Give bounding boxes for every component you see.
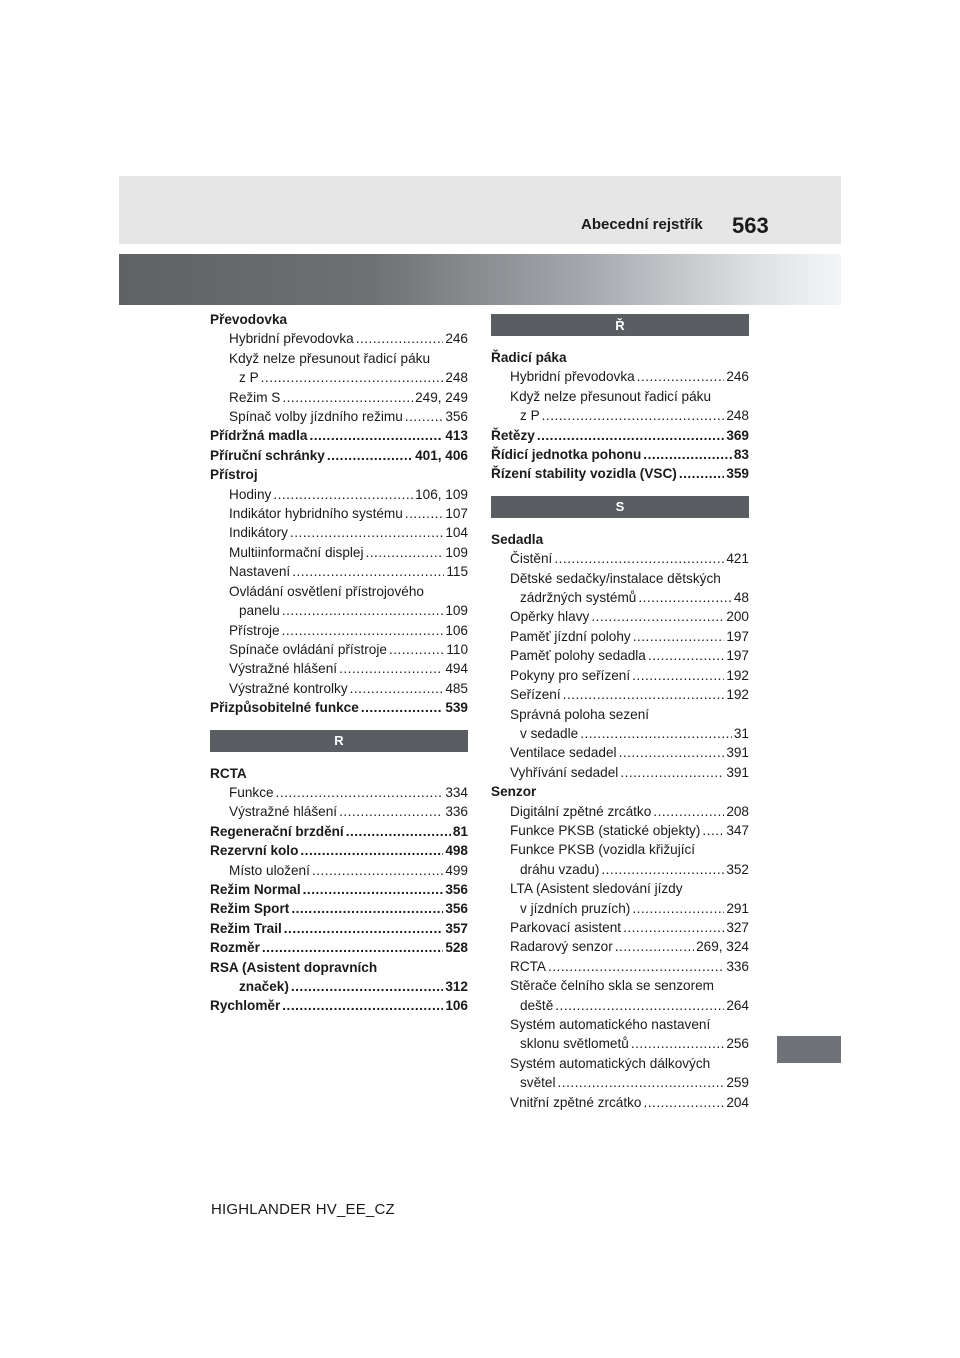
index-subentry: [210, 640, 468, 659]
entry-label: Výstražné hlášení: [229, 804, 338, 820]
header-title: Abecední rejstřík: [581, 216, 703, 233]
index-subentry: [210, 679, 468, 698]
dot-leader: [303, 880, 444, 899]
dot-leader: [312, 861, 443, 880]
entry-label: Vyhřívání sedadel: [510, 764, 619, 780]
dot-leader: [361, 698, 444, 717]
entry-label: Nastavení: [229, 564, 291, 580]
entry-page: 356: [445, 881, 468, 897]
index-entry: [491, 426, 749, 445]
index-subentry: [491, 607, 749, 626]
entry-page: 401, 406: [415, 447, 468, 463]
entry-page: 357: [445, 920, 468, 936]
index-subentry: [491, 549, 749, 568]
entry-label: Dětské sedačky/instalace dětských: [510, 570, 721, 586]
entry-label: Příruční schránky: [210, 447, 325, 463]
entry-page: 192: [726, 667, 749, 683]
dot-leader: [273, 485, 413, 504]
entry-label: Režim S: [229, 389, 281, 405]
index-subentry: [210, 485, 468, 504]
entry-label: Režim Normal: [210, 881, 301, 897]
entry-label: Spínače ovládání přístroje: [229, 641, 387, 657]
entry-page: 256: [726, 1036, 749, 1052]
entry-page: 110: [446, 641, 468, 657]
dot-leader: [365, 543, 443, 562]
entry-label: Když nelze přesunout řadicí páku: [510, 388, 712, 404]
index-subentry: [210, 368, 468, 387]
entry-label: Rezervní kolo: [210, 843, 299, 859]
index-subentry: [491, 367, 749, 386]
index-entry: [210, 958, 468, 977]
entry-label: Přídržná madla: [210, 428, 308, 444]
entry-label: Ventilace sedadel: [510, 745, 617, 761]
entry-page: 200: [726, 609, 749, 625]
dot-leader: [548, 957, 724, 976]
dot-leader: [638, 588, 732, 607]
header-gradient-band: [119, 254, 841, 305]
entry-page: 197: [726, 628, 749, 644]
entry-page: 208: [726, 803, 749, 819]
entry-page: 106: [445, 622, 468, 638]
entry-page: 413: [445, 428, 468, 444]
entry-label: Rozměr: [210, 940, 260, 956]
section-header: [491, 314, 749, 336]
index-subentry: [491, 937, 749, 956]
entry-label: Přístroj: [210, 467, 258, 483]
index-subentry: [491, 743, 749, 762]
dot-leader: [601, 860, 724, 879]
entry-label: Funkce PKSB (vozidla křižující: [510, 842, 696, 858]
dot-leader: [542, 406, 725, 425]
entry-label: Převodovka: [210, 312, 288, 327]
index-subentry: [210, 977, 468, 996]
index-entry: [210, 841, 468, 860]
entry-label: Když nelze přesunout řadicí páku: [229, 350, 431, 366]
entry-label: deště: [520, 997, 554, 1013]
dot-leader: [300, 841, 443, 860]
index-subentry: [210, 523, 468, 542]
entry-page: 109: [445, 603, 468, 619]
index-entry: [210, 764, 468, 783]
section-letter: Ř: [615, 317, 625, 333]
entry-label: Hybridní převodovka: [229, 331, 354, 347]
index-subentry: [491, 646, 749, 665]
entry-label: z P: [520, 408, 540, 424]
index-entry: [210, 310, 468, 329]
entry-page: 347: [726, 822, 749, 838]
entry-label: Řadicí páka: [491, 350, 567, 365]
entry-label: Režim Trail: [210, 920, 282, 936]
entry-page: 107: [445, 506, 468, 522]
index-subentry: [491, 627, 749, 646]
entry-label: v jízdních pruzích): [520, 900, 631, 916]
entry-label: Regenerační brzdění: [210, 823, 344, 839]
entry-page: 334: [445, 784, 468, 800]
entry-page: 106, 109: [415, 486, 468, 502]
index-subentry: [491, 705, 749, 724]
entry-label: Řízení stability vozidla (VSC): [491, 466, 677, 482]
index-subentry: [491, 918, 749, 937]
dot-leader: [350, 679, 444, 698]
index-entry: [210, 465, 468, 484]
index-subentry: [210, 504, 468, 523]
dot-leader: [291, 899, 443, 918]
index-subentry: [491, 860, 749, 879]
entry-label: Funkce PKSB (statické objekty): [510, 822, 701, 838]
entry-page: 494: [445, 661, 468, 677]
index-subentry: [491, 957, 749, 976]
entry-label: panelu: [239, 603, 280, 619]
index-column-left: [210, 310, 468, 1016]
index-subentry: [491, 840, 749, 859]
entry-label: Vnitřní zpětné zrcátko: [510, 1094, 642, 1110]
entry-label: Multiinformační displej: [229, 544, 364, 560]
entry-label: Ovládání osvětlení přístrojového: [229, 583, 424, 599]
entry-page: 259: [726, 1075, 749, 1091]
entry-label: zádržných systémů: [520, 590, 637, 606]
index-subentry: [210, 861, 468, 880]
footer-model: HIGHLANDER HV_EE_CZ: [211, 1201, 395, 1218]
index-subentry: [210, 562, 468, 581]
entry-page: 312: [445, 979, 468, 994]
dot-leader: [623, 918, 724, 937]
index-subentry: [491, 976, 749, 995]
entry-page: 248: [445, 370, 468, 386]
section-header: [491, 496, 749, 518]
entry-page: 336: [445, 804, 468, 820]
entry-label: Funkce: [229, 784, 274, 800]
dot-leader: [537, 426, 724, 445]
dot-leader: [633, 627, 725, 646]
entry-page: 109: [445, 544, 468, 560]
index-subentry: [491, 569, 749, 588]
entry-page: 499: [445, 862, 468, 878]
entry-label: Paměť polohy sedadla: [510, 648, 646, 664]
entry-page: 391: [726, 764, 749, 780]
index-subentry: [491, 1015, 749, 1034]
entry-page: 204: [726, 1094, 749, 1110]
dot-leader: [632, 899, 724, 918]
index-subentry: [210, 601, 468, 620]
entry-label: Rychloměr: [210, 998, 281, 1014]
index-subentry: [491, 1073, 749, 1092]
entry-label: Hybridní převodovka: [510, 369, 635, 385]
entry-page: 391: [726, 745, 749, 761]
index-subentry: [491, 387, 749, 406]
index-entry: [491, 530, 749, 549]
index-entry: [210, 426, 468, 445]
dot-leader: [580, 724, 732, 743]
index-subentry: [210, 783, 468, 802]
entry-label: Seřízení: [510, 687, 561, 703]
dot-leader: [555, 996, 724, 1015]
dot-leader: [339, 802, 443, 821]
entry-page: 356: [445, 409, 468, 425]
dot-leader: [558, 1073, 725, 1092]
entry-page: 48: [733, 590, 749, 606]
dot-leader: [356, 329, 444, 348]
dot-leader: [631, 1034, 725, 1053]
dot-leader: [262, 938, 443, 957]
index-subentry: [491, 821, 749, 840]
index-subentry: [210, 621, 468, 640]
section-header: [210, 730, 468, 752]
entry-label: Spínač volby jízdního režimu: [229, 409, 403, 425]
entry-label: Stěrače čelního skla se senzorem: [510, 978, 715, 994]
entry-label: Správná poloha sezení: [510, 706, 650, 722]
entry-page: 106: [445, 998, 468, 1014]
index-subentry: [491, 724, 749, 743]
entry-label: Přizpůsobitelné funkce: [210, 700, 359, 716]
dot-leader: [346, 822, 451, 841]
dot-leader: [309, 426, 443, 445]
dot-leader: [339, 659, 443, 678]
entry-label: Senzor: [491, 784, 537, 800]
index-subentry: [210, 802, 468, 821]
entry-page: 291: [726, 900, 749, 916]
dot-leader: [653, 802, 724, 821]
dot-leader: [291, 977, 443, 996]
entry-page: 352: [726, 861, 749, 877]
entry-page: 81: [452, 823, 468, 839]
entry-label: Parkovací asistent: [510, 919, 622, 935]
index-subentry: [491, 685, 749, 704]
index-entry: [210, 938, 468, 957]
entry-page: 248: [726, 408, 749, 424]
entry-page: 264: [726, 997, 749, 1013]
entry-label: Přístroje: [229, 622, 280, 638]
index-subentry: [210, 407, 468, 426]
entry-page: 197: [726, 648, 749, 664]
entry-label: Výstražné hlášení: [229, 661, 338, 677]
index-entry: [491, 782, 749, 801]
index-subentry: [210, 543, 468, 562]
entry-label: sklonu světlometů: [520, 1036, 629, 1052]
entry-page: 269, 324: [696, 939, 749, 955]
entry-page: 104: [445, 525, 468, 541]
dot-leader: [405, 407, 444, 426]
index-subentry: [491, 802, 749, 821]
dot-leader: [679, 464, 725, 483]
entry-page: 336: [726, 958, 749, 974]
dot-leader: [261, 368, 444, 387]
entry-label: Čistění: [510, 551, 553, 567]
dot-leader: [563, 685, 725, 704]
entry-label: Režim Sport: [210, 901, 290, 917]
dot-leader: [389, 640, 444, 659]
section-letter: R: [334, 733, 344, 749]
dot-leader: [282, 601, 443, 620]
entry-label: Opěrky hlavy: [510, 609, 590, 625]
entry-label: v sedadle: [520, 725, 579, 741]
dot-leader: [637, 367, 725, 386]
dot-leader: [591, 607, 724, 626]
dot-leader: [282, 996, 443, 1015]
dot-leader: [405, 504, 444, 523]
entry-label: Indikátory: [229, 525, 288, 541]
entry-label: značek): [239, 979, 289, 994]
index-entry: [210, 919, 468, 938]
entry-label: dráhu vzadu): [520, 861, 600, 877]
entry-label: RCTA: [210, 765, 247, 781]
entry-label: Radarový senzor: [510, 939, 613, 955]
index-column-right: [491, 310, 749, 1112]
entry-label: Hodiny: [229, 486, 272, 502]
page-number: 563: [732, 213, 769, 238]
entry-label: Výstražné kontrolky: [229, 680, 348, 696]
index-entry: [491, 445, 749, 464]
entry-page: 498: [445, 843, 468, 859]
dot-leader: [284, 919, 444, 938]
dot-leader: [282, 388, 413, 407]
dot-leader: [620, 763, 724, 782]
index-subentry: [210, 349, 468, 368]
entry-page: 539: [445, 700, 468, 716]
entry-label: Sedadla: [491, 531, 544, 547]
dot-leader: [290, 523, 443, 542]
entry-page: 359: [726, 466, 749, 482]
entry-label: z P: [239, 370, 259, 386]
entry-label: Paměť jízdní polohy: [510, 628, 631, 644]
entry-page: 369: [726, 427, 749, 443]
entry-label: Systém automatického nastavení: [510, 1017, 711, 1032]
index-subentry: [491, 1054, 749, 1073]
dot-leader: [619, 743, 725, 762]
index-entry: [491, 464, 749, 483]
dot-leader: [648, 646, 724, 665]
index-subentry: [210, 329, 468, 348]
dot-leader: [643, 445, 732, 464]
dot-leader: [615, 937, 694, 956]
entry-page: 246: [726, 369, 749, 385]
index-subentry: [491, 899, 749, 918]
entry-label: Indikátor hybridního systému: [229, 506, 403, 522]
entry-page: 528: [445, 940, 468, 956]
entry-label: Pokyny pro seřízení: [510, 667, 631, 683]
dot-leader: [643, 1093, 724, 1112]
index-subentry: [491, 996, 749, 1015]
index-subentry: [491, 763, 749, 782]
entry-label: RSA (Asistent dopravních: [210, 959, 378, 975]
index-subentry: [210, 582, 468, 601]
entry-page: 356: [445, 901, 468, 917]
index-entry: [491, 348, 749, 367]
entry-page: 115: [446, 564, 468, 580]
index-subentry: [491, 588, 749, 607]
dot-leader: [282, 621, 444, 640]
entry-page: 83: [733, 447, 749, 463]
entry-label: Digitální zpětné zrcátko: [510, 803, 652, 819]
side-thumb-tab: [777, 1036, 841, 1063]
index-subentry: [491, 666, 749, 685]
entry-label: RCTA: [510, 958, 546, 974]
index-entry: [210, 822, 468, 841]
index-subentry: [210, 388, 468, 407]
index-subentry: [491, 1034, 749, 1053]
index-entry: [210, 996, 468, 1015]
section-letter: S: [615, 499, 625, 515]
index-entry: [210, 880, 468, 899]
index-entry: [210, 899, 468, 918]
entry-label: Místo uložení: [229, 862, 310, 878]
entry-page: 31: [733, 725, 749, 741]
entry-page: 249, 249: [415, 389, 468, 405]
entry-label: LTA (Asistent sledování jízdy: [510, 881, 683, 897]
entry-label: Řídicí jednotka pohonu: [491, 447, 642, 463]
entry-label: Řetězy: [491, 427, 535, 443]
entry-label: světel: [520, 1075, 556, 1091]
entry-page: 192: [726, 687, 749, 703]
dot-leader: [632, 666, 724, 685]
entry-page: 421: [726, 551, 749, 567]
dot-leader: [702, 821, 724, 840]
entry-page: 485: [445, 680, 468, 696]
index-entry: [210, 446, 468, 465]
index-subentry: [491, 879, 749, 898]
index-subentry: [210, 659, 468, 678]
dot-leader: [554, 549, 724, 568]
entry-label: Systém automatických dálkových: [510, 1055, 711, 1071]
index-entry: [210, 698, 468, 717]
entry-page: 246: [445, 331, 468, 347]
entry-page: 327: [726, 919, 749, 935]
dot-leader: [327, 446, 413, 465]
index-subentry: [491, 1093, 749, 1112]
index-subentry: [491, 406, 749, 425]
dot-leader: [292, 562, 444, 581]
dot-leader: [276, 783, 444, 802]
